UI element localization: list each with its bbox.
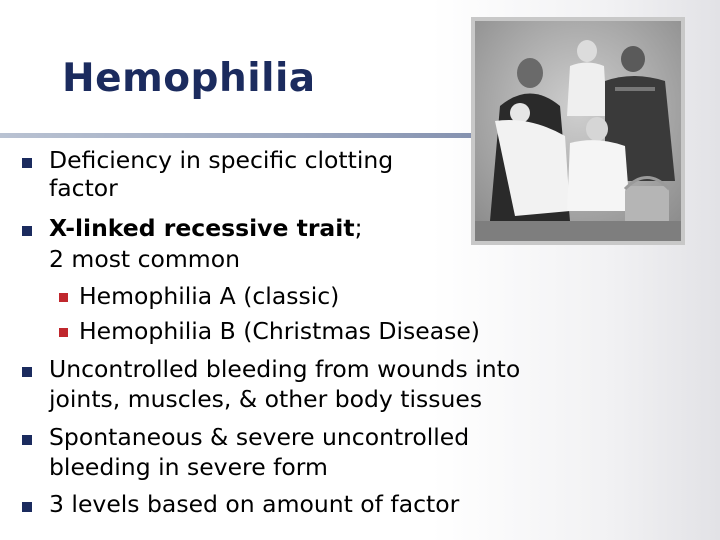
bullet-bold-text: X-linked recessive trait [49, 214, 355, 242]
bullet-line: Uncontrolled bleeding from wounds into [49, 355, 521, 383]
bullet-marker [22, 435, 32, 445]
sub-bullet-marker [59, 293, 68, 302]
bullet-marker [22, 502, 32, 512]
bullet-line: 3 levels based on amount of factor [49, 490, 460, 518]
slide-title: Hemophilia [62, 56, 316, 101]
bullet-marker [22, 226, 32, 236]
sub-bullet-marker [59, 328, 68, 337]
bullet-item [49, 490, 459, 519]
bullet-item [49, 355, 520, 414]
bullet-marker [22, 158, 32, 168]
sub-bullet-item: Hemophilia B (Christmas Disease) [79, 317, 480, 345]
bullet-punctuation: ; [354, 214, 363, 242]
bullet-line: joints, muscles, & other body tissues [49, 385, 483, 413]
bullet-line [49, 214, 363, 243]
bullet-line: 2 most common [49, 245, 240, 273]
sub-bullet-item: Hemophilia A (classic) [79, 282, 340, 310]
bullet-item [49, 423, 469, 482]
bullet-line: bleeding in severe form [49, 453, 328, 481]
bullet-line: Deficiency in specific clotting [49, 146, 394, 174]
bullet-line: factor [49, 174, 118, 202]
bullet-item [49, 146, 393, 203]
bullet-marker [22, 367, 32, 377]
bullet-line: Spontaneous & severe uncontrolled [49, 423, 470, 451]
bullet-item [49, 214, 363, 274]
